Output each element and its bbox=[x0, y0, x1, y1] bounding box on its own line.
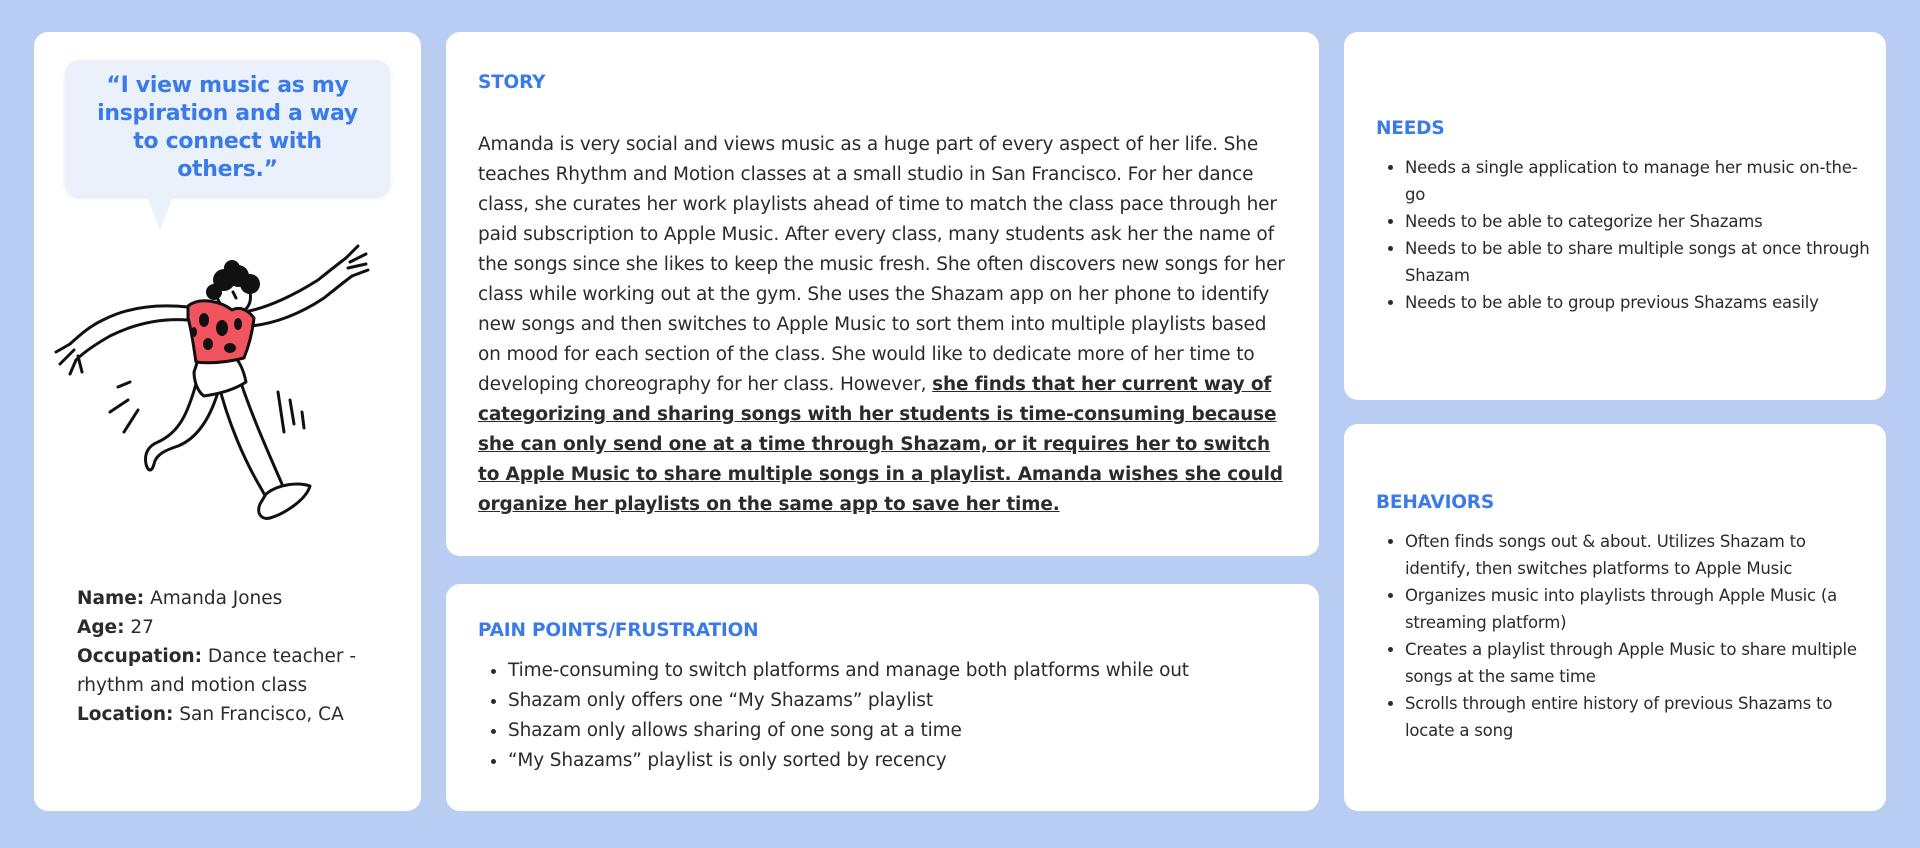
behaviors-list bbox=[1376, 528, 1875, 744]
list-item: • Shazam only allows sharing of one song at a time bbox=[508, 716, 1189, 746]
persona-quote: “I view music as my inspiration and a way to connect with others.” bbox=[97, 73, 358, 182]
name-value: Amanda Jones bbox=[144, 588, 283, 609]
pain-points-card bbox=[446, 584, 1319, 811]
location-label: Location: bbox=[77, 704, 174, 725]
list-item: • Needs a single application to manage her music on-the-go bbox=[1405, 154, 1875, 208]
needs-list bbox=[1376, 154, 1875, 316]
pain-points-title: PAIN POINTS/FRUSTRATION bbox=[478, 620, 759, 641]
age-label: Age: bbox=[77, 617, 125, 638]
story-text: Amanda is very social and views music as a huge part of every aspect of her life. She teaches Rhythm and Motion classes at a small studio in San Francisco. For her dance class, she curates her work playlists ahead of time to match the class pace through her paid subscription to Apple Music. After every class, many students ask her the name of the songs since she likes to keep the music fresh. She often discovers new songs for her class while working out at the gym. She uses the Shazam app on her phone to identify new songs and then switches to Apple Music to sort them into multiple playlists based on mood for each section of the class. She would like to dedicate more of her time to developing choreography for her class. However, bbox=[478, 134, 1285, 395]
pain-points-list bbox=[478, 656, 1189, 776]
list-item: • Time-consuming to switch platforms and manage both platforms while out bbox=[508, 656, 1189, 686]
profile-card bbox=[34, 32, 421, 811]
age-value: 27 bbox=[124, 617, 154, 638]
behaviors-card bbox=[1344, 424, 1886, 811]
needs-card bbox=[1344, 32, 1886, 400]
list-item: • Scrolls through entire history of previous Shazams to locate a song bbox=[1405, 690, 1875, 744]
occupation-value: Dance teacher - rhythm and motion class bbox=[77, 646, 357, 696]
name-label: Name: bbox=[77, 588, 145, 609]
story-body bbox=[478, 130, 1293, 520]
location-value: San Francisco, CA bbox=[173, 704, 344, 725]
persona-location bbox=[77, 700, 397, 729]
list-item: • Creates a playlist through Apple Music to share multiple songs at the same time bbox=[1405, 636, 1875, 690]
behaviors-title: BEHAVIORS bbox=[1376, 492, 1494, 513]
needs-title: NEEDS bbox=[1376, 118, 1445, 139]
list-item: • Needs to be able to share multiple songs at once through Shazam bbox=[1405, 235, 1875, 289]
list-item: • “My Shazams” playlist is only sorted by recency bbox=[508, 746, 1189, 776]
story-emphasis-text: she finds that her current way of categorizing and sharing songs with her students is time-consuming because she can only send one at a time through Shazam, or it requires her to switch to Apple Music to share multiple songs in a playlist. Amanda wishes she could organize her playlists on the same app to save her time. bbox=[478, 374, 1283, 515]
list-item: • Shazam only offers one “My Shazams” playlist bbox=[508, 686, 1189, 716]
persona-details bbox=[77, 584, 397, 729]
list-item: • Organizes music into playlists through Apple Music (a streaming platform) bbox=[1405, 582, 1875, 636]
quote-bubble bbox=[65, 60, 390, 196]
list-item: • Often finds songs out & about. Utilizes Shazam to identify, then switches platforms to Apple Music bbox=[1405, 528, 1875, 582]
story-card bbox=[446, 32, 1319, 556]
dancing-person-illustration bbox=[48, 232, 388, 552]
persona-occupation bbox=[77, 642, 397, 700]
persona-age bbox=[77, 613, 397, 642]
list-item: • Needs to be able to group previous Shazams easily bbox=[1405, 289, 1875, 316]
story-title: STORY bbox=[478, 72, 546, 93]
list-item: • Needs to be able to categorize her Shazams bbox=[1405, 208, 1875, 235]
persona-name bbox=[77, 584, 397, 613]
quote-bubble-tail bbox=[146, 194, 174, 230]
occupation-label: Occupation: bbox=[77, 646, 203, 667]
